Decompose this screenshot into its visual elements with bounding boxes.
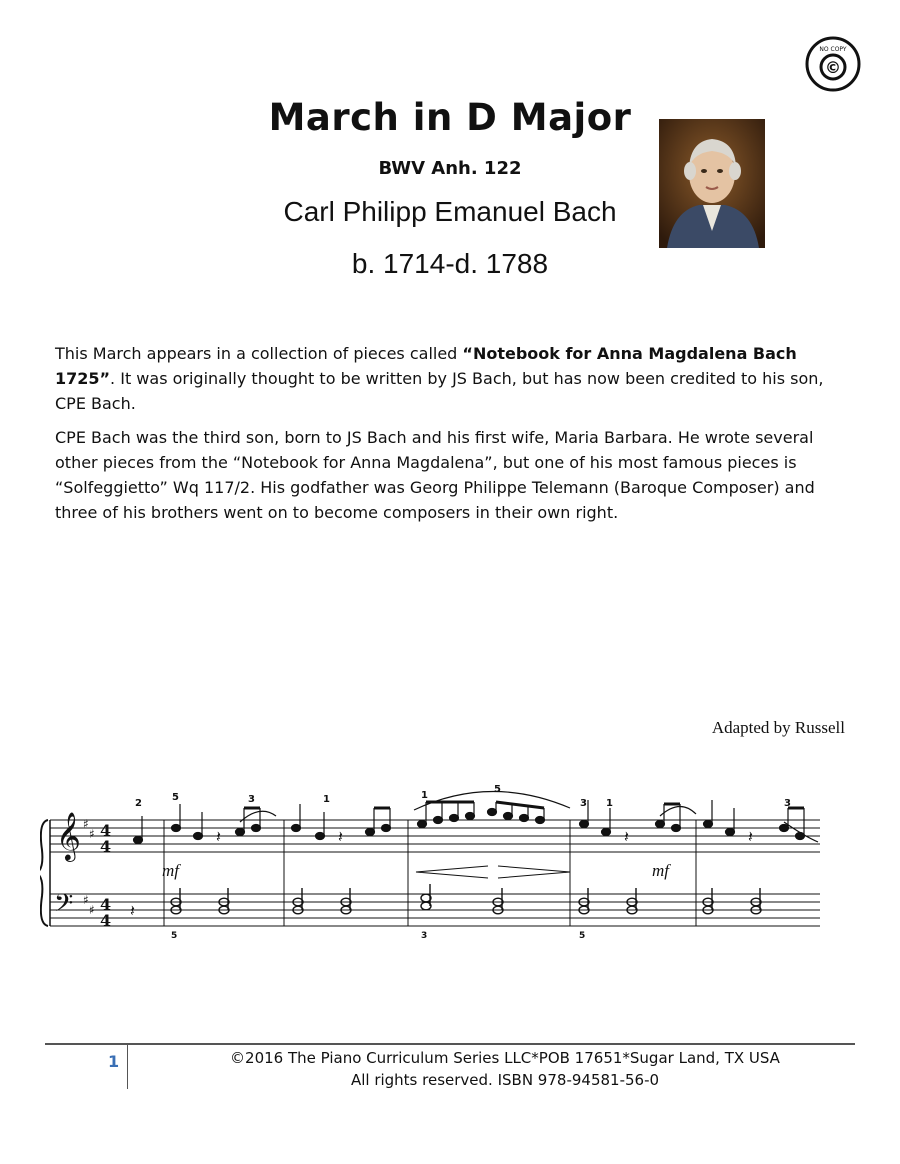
footer-rights: All rights reserved. ISBN 978-94581-56-0	[350, 1071, 660, 1089]
footer-divider	[127, 1045, 128, 1089]
notebook-title: “Notebook for Anna Magdalena Bach 1725”	[55, 344, 797, 388]
fingering: 3	[784, 798, 791, 809]
fingering: 5	[494, 784, 501, 795]
fingering: 5	[172, 792, 179, 803]
svg-text:𝄞: 𝄞	[56, 811, 81, 860]
time-signature-bottom: 4	[100, 837, 112, 856]
time-signature-top: 4	[100, 895, 112, 914]
svg-text:𝄢: 𝄢	[54, 889, 74, 924]
svg-text:𝄽: 𝄽	[624, 827, 629, 846]
fingering: 3	[580, 798, 587, 809]
svg-text:♯: ♯	[83, 817, 89, 831]
intro-paragraph-1	[55, 341, 845, 416]
svg-text:♯: ♯	[89, 827, 95, 841]
fingering: 5	[579, 931, 586, 941]
copyright-seal-icon	[804, 35, 862, 93]
fingering: 5	[171, 931, 178, 941]
footer-copyright: ©2016 The Piano Curriculum Series LLC*POB 17651*Sugar Land, TX USA	[230, 1049, 780, 1067]
arranger-credit: Adapted by Russell	[711, 718, 845, 737]
footer-rule	[45, 1043, 855, 1045]
svg-text:𝄽: 𝄽	[748, 827, 753, 846]
time-signature-top: 4	[100, 821, 112, 840]
fingering: 3	[421, 931, 428, 941]
fingering: 1	[606, 798, 613, 809]
dynamic-marking: mf	[162, 861, 179, 880]
intro-text: . It was originally thought to be written by JS Bach, but has now been credited to his son, CPE Bach.	[55, 369, 824, 413]
svg-text:𝄽: 𝄽	[130, 901, 135, 920]
time-signature-bottom: 4	[100, 911, 112, 930]
intro-paragraph-2: CPE Bach was the third son, born to JS Bach and his first wife, Maria Barbara. He wrote several other pieces from the “Notebook for Anna Magdalena”, but one of his most famous pieces is “Solfeggietto” Wq 117/2. His godfather was Georg Philippe Telemann (Baroque Composer) and three of his brothers went on to become composers in their own right.	[55, 428, 815, 522]
music-score	[40, 780, 860, 950]
svg-text:♯: ♯	[83, 893, 89, 907]
fingering: 1	[323, 794, 330, 805]
svg-text:𝄽: 𝄽	[216, 827, 221, 846]
page-title: March in D Major	[268, 96, 632, 139]
composer-portrait	[659, 119, 765, 248]
fingering: 2	[135, 798, 142, 809]
catalog-number: BWV Anh. 122	[378, 158, 522, 179]
svg-text:♯: ♯	[89, 903, 95, 917]
fingering: 1	[421, 790, 428, 801]
composer-dates: b. 1714-d. 1788	[351, 248, 549, 279]
intro-text: This March appears in a collection of pieces called	[55, 344, 463, 363]
page-number: 1	[108, 1052, 120, 1071]
composer-name: Carl Philipp Emanuel Bach	[283, 196, 617, 227]
seal-symbol: ©	[825, 58, 841, 77]
svg-text:𝄽: 𝄽	[338, 827, 343, 846]
seal-text: NO COPY	[819, 46, 847, 53]
fingering: 3	[248, 794, 255, 805]
dynamic-marking: mf	[652, 861, 669, 880]
